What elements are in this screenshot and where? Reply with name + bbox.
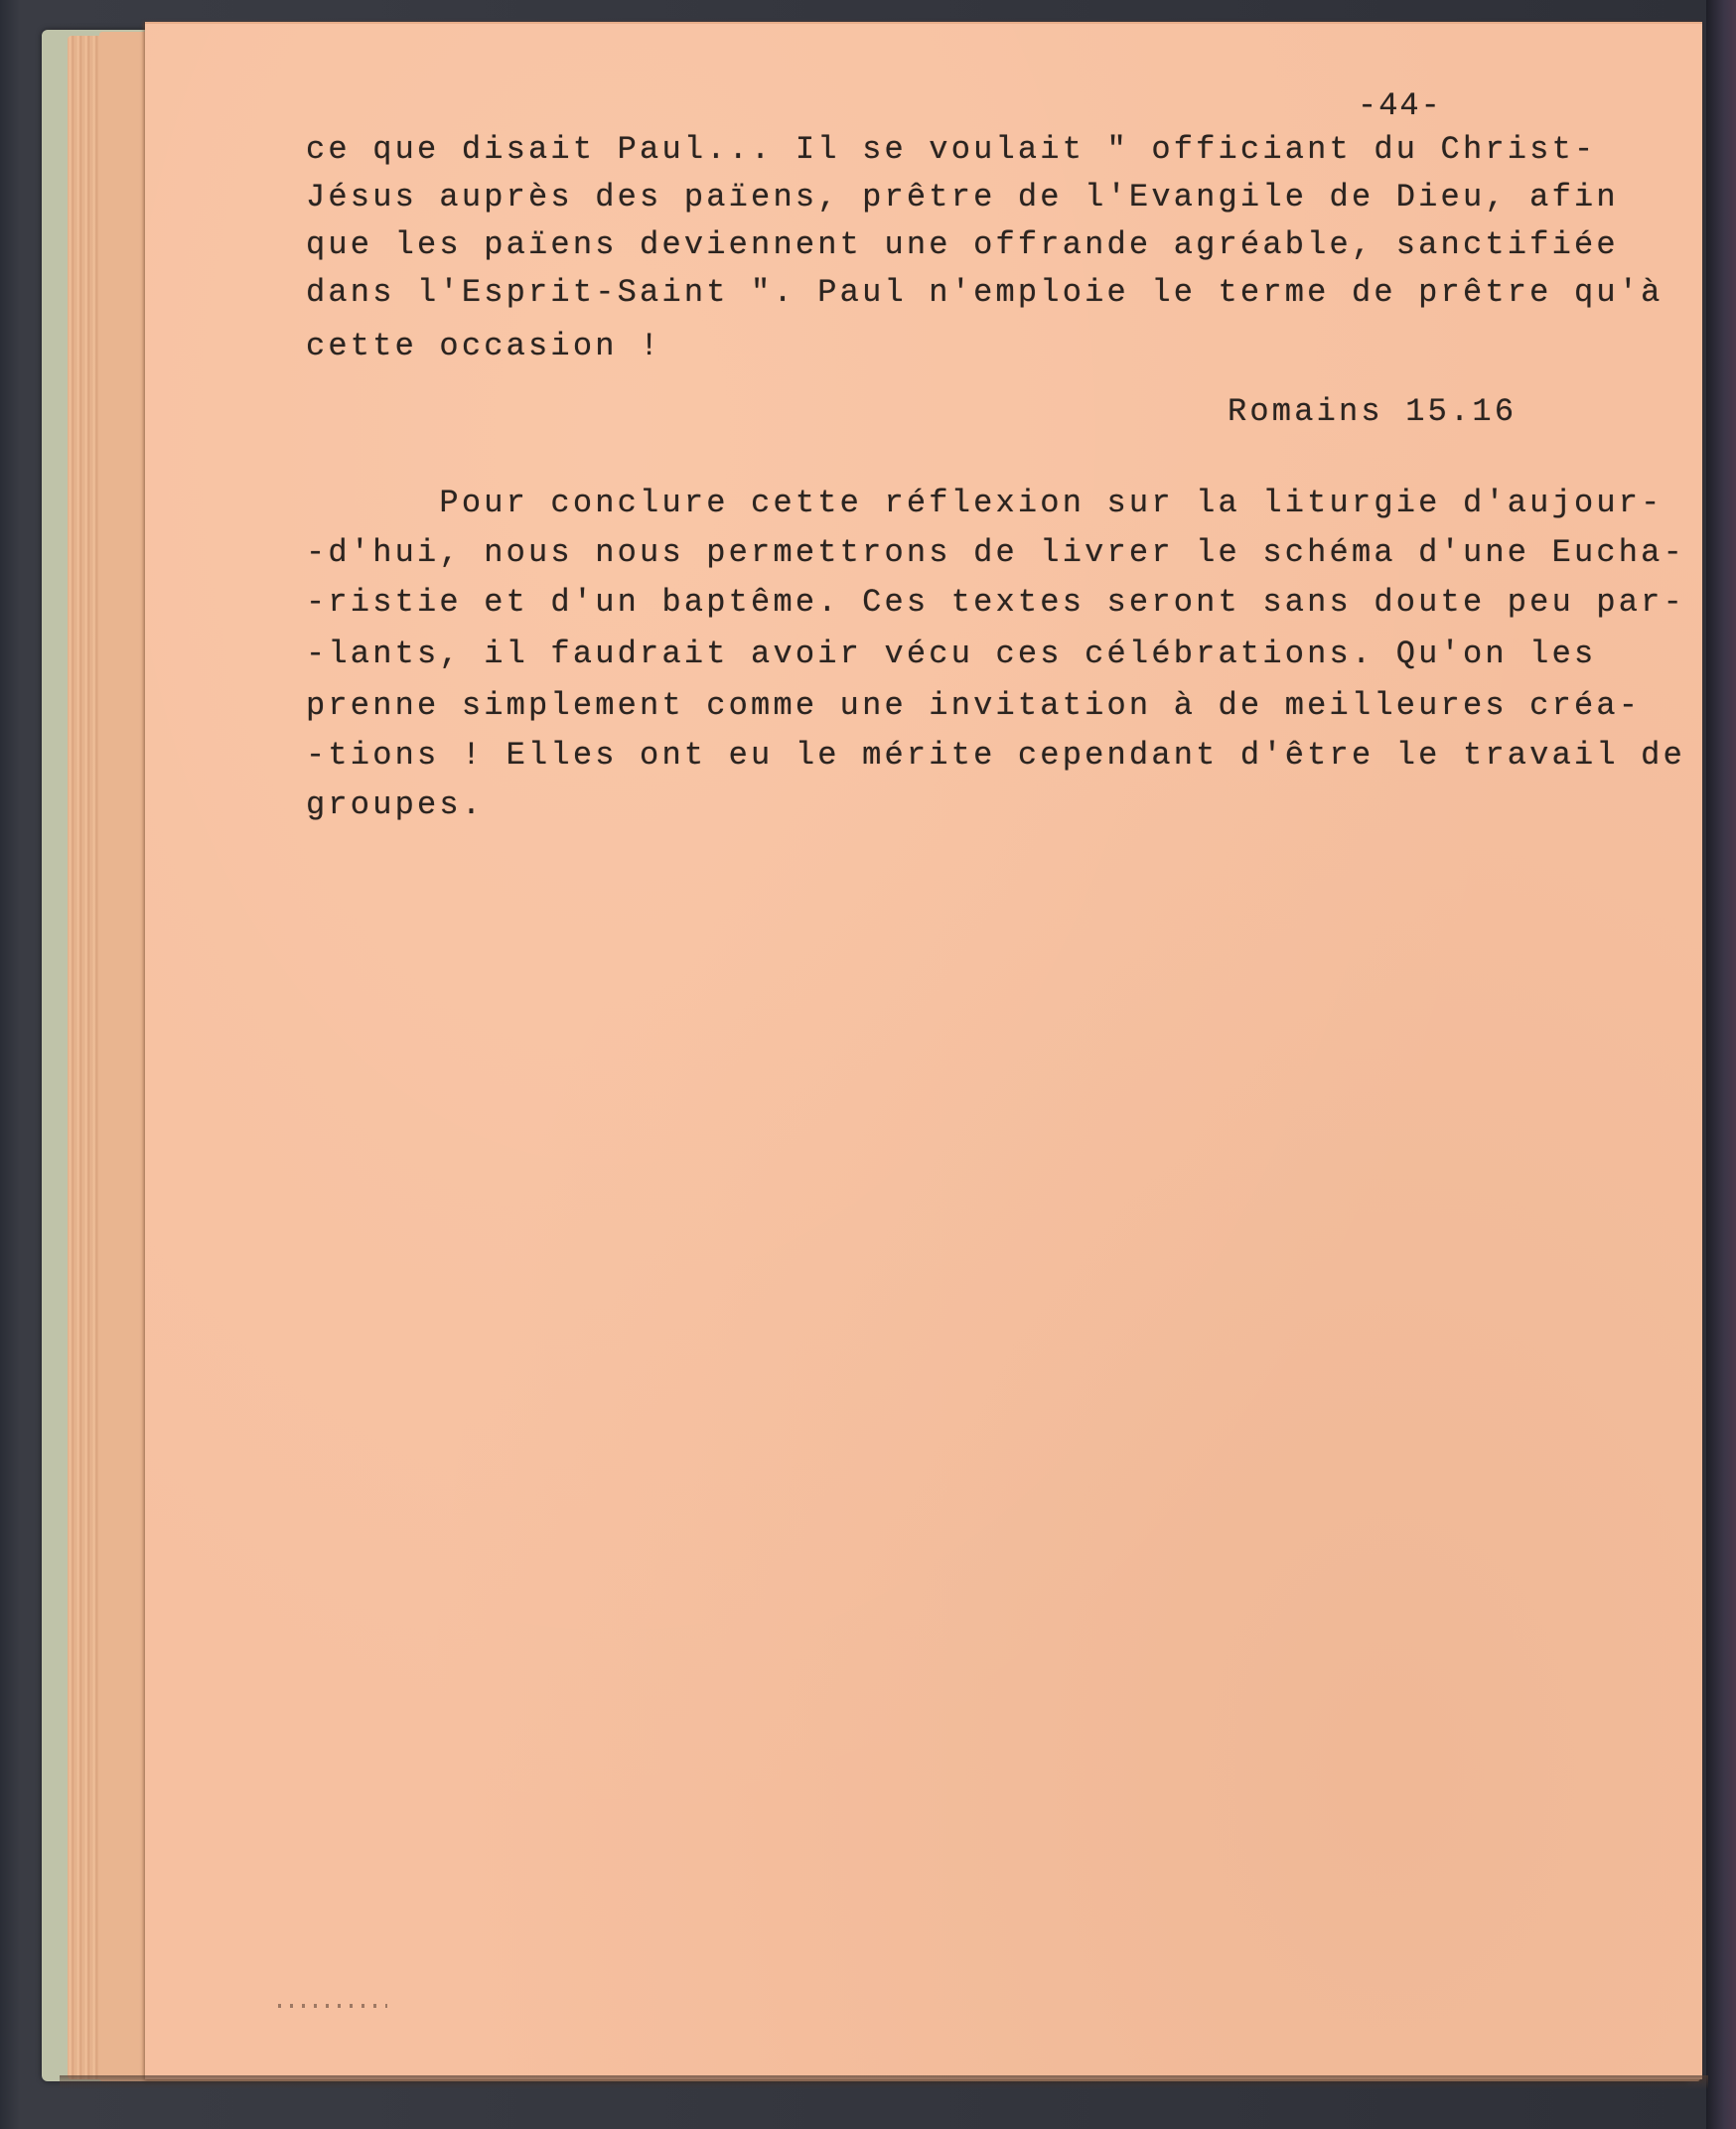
paragraph-1-line-1: ce que disait Paul... Il se voulait " officiant du Christ- <box>306 131 1597 168</box>
scanner-edge <box>1706 0 1736 2129</box>
paragraph-2-line-6: -tions ! Elles ont eu le mérite cependant d'être le travail de <box>306 737 1685 774</box>
page-bottom-shadow <box>60 2075 1708 2089</box>
paragraph-1-line-5: cette occasion ! <box>306 328 662 364</box>
paragraph-2-line-7: groupes. <box>306 786 485 823</box>
paragraph-2-line-3: -ristie et d'un baptême. Ces textes seront sans doute peu par- <box>306 584 1685 621</box>
stray-marks <box>278 2004 387 2008</box>
paragraph-2-line-2: -d'hui, nous nous permettrons de livrer le schéma d'une Eucha- <box>306 534 1685 571</box>
paragraph-1-line-2: Jésus auprès des païens, prêtre de l'Evangile de Dieu, afin <box>306 179 1619 215</box>
scripture-reference: Romains 15.16 <box>1228 393 1518 430</box>
paragraph-1-line-3: que les païens deviennent une offrande agréable, sanctifiée <box>306 226 1619 263</box>
paragraph-2-line-5: prenne simplement comme une invitation à de meilleures créa- <box>306 687 1642 724</box>
paragraph-2-line-4: -lants, il faudrait avoir vécu ces célébrations. Qu'on les <box>306 636 1597 672</box>
paragraph-2-line-1: Pour conclure cette réflexion sur la liturgie d'aujour- <box>306 485 1664 521</box>
paragraph-1-line-4: dans l'Esprit-Saint ". Paul n'emploie le terme de prêtre qu'à <box>306 274 1664 311</box>
page-number: -44- <box>1358 87 1442 124</box>
